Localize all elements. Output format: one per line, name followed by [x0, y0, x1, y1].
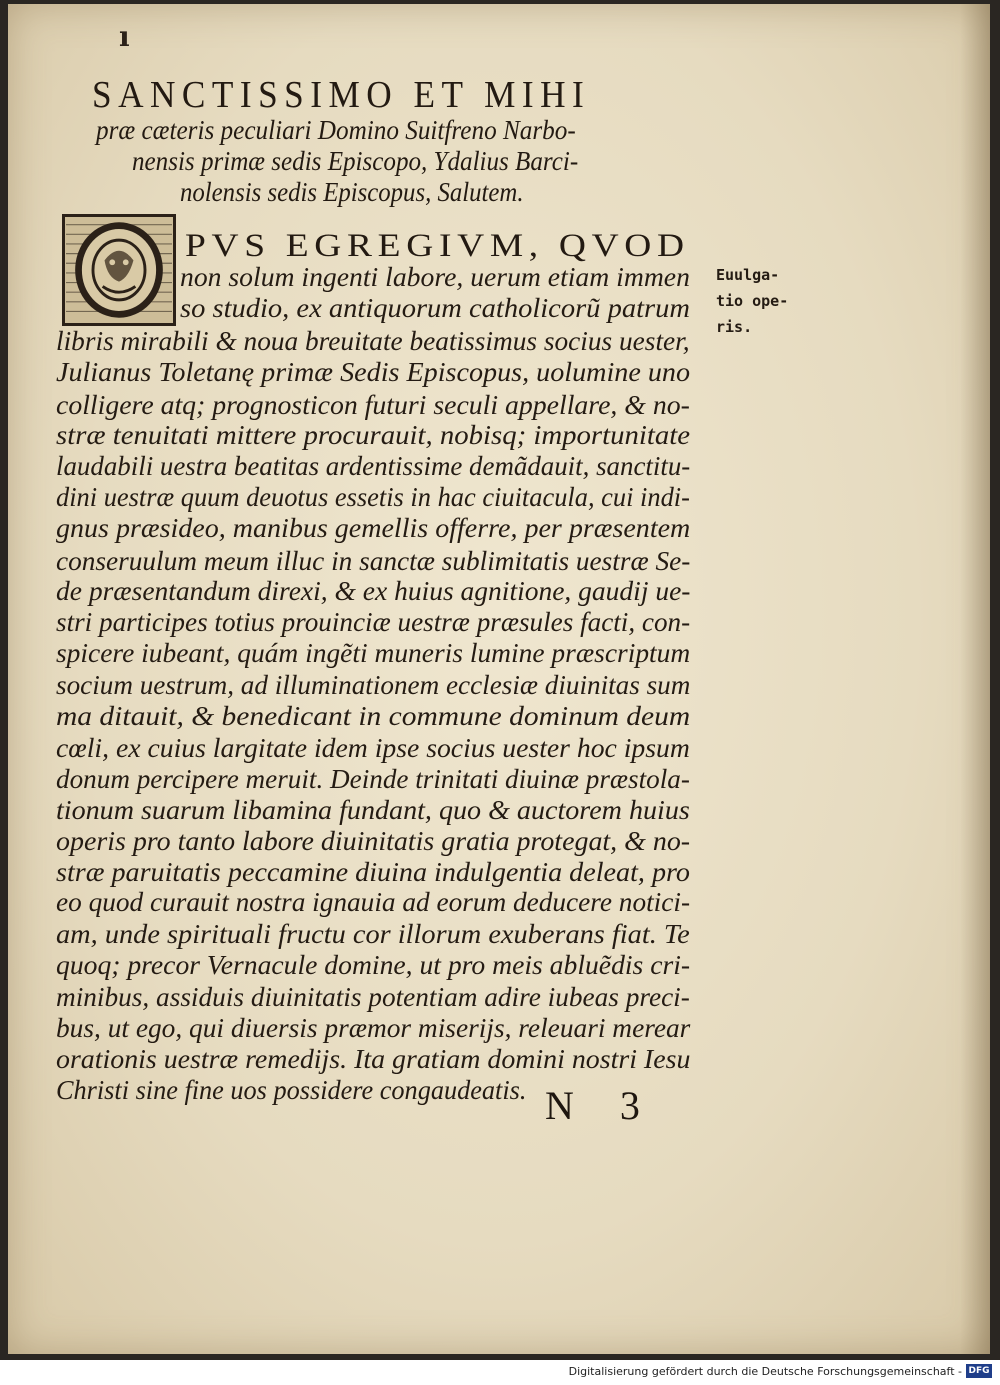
text-line: am, unde spirituali fructu cor illorum exuberans fiat. Te	[56, 918, 690, 949]
signature-mark: N 3	[545, 1083, 658, 1128]
decorated-initial-o	[62, 214, 176, 326]
text-line: minibus, assiduis diuinitatis potentiam adire iubeas preci-	[56, 981, 690, 1012]
margin-note-line: Euulga-	[716, 266, 780, 284]
text-line: socium uestrum, ad illuminationem ecclesiæ diuinitas sum	[56, 669, 691, 700]
funding-credit: Digitalisierung gefördert durch die Deutsche Forschungsgemeinschaft -	[568, 1365, 962, 1378]
text-line: conseruulum meum illuc in sanctæ sublimitatis uestræ Se-	[56, 545, 691, 576]
dfg-logo: DFG	[966, 1364, 992, 1378]
dedication-heading	[92, 75, 692, 208]
heading-line-1: SANCTISSIMO ET MIHI	[92, 74, 591, 116]
text-line: gnus præsideo, manibus gemellis offerre, per præsentem	[56, 512, 691, 543]
text-line: Julianus Toletanę primæ Sedis Episcopus, uolumine uno	[56, 356, 691, 387]
text-line: donum percipere meruit. Deinde trinitati diuinæ præstola-	[56, 763, 690, 794]
heading-line-3: nensis primæ sedis Episcopo, Ydalius Barci-	[132, 146, 579, 176]
text-line: stri participes totius prouinciæ uestræ præsules facti, con-	[56, 606, 691, 637]
text-line: stræ paruitatis peccamine diuina indulgentia deleat, pro	[56, 856, 690, 887]
text-line: colligere atq; prognosticon futuri seculi appellare, & no-	[56, 389, 690, 420]
text-line: de præsentandum direxi, & ex huius agnitione, gaudij ue-	[56, 575, 691, 606]
ink-mark: ı	[119, 20, 130, 53]
text-line: libris mirabili & noua breuitate beatissimus socius uester,	[56, 325, 690, 356]
text-line: ma ditauit, & benedicant in commune dominum deum	[56, 700, 691, 731]
text-line: bus, ut ego, qui diuersis præmor miserijs, releuari merear	[56, 1012, 691, 1043]
text-line: laudabili uestra beatitas ardentissime demãdauit, sanctitu-	[56, 450, 691, 481]
marginal-note	[716, 262, 796, 340]
text-line: quoq; precor Vernacule domine, ut pro meis abluẽdis cri-	[56, 949, 691, 980]
text-line: spicere iubeant, quám ingẽti muneris lumine præscriptum	[56, 637, 691, 668]
text-line: non solum ingenti labore, uerum etiam immen	[180, 261, 690, 292]
margin-note-line: tio ope-	[716, 292, 789, 310]
woodcut-initial-icon	[65, 217, 173, 323]
text-line: Christi sine fine uos possidere congaudeatis.	[56, 1074, 527, 1105]
text-line: cœli, ex cuius largitate idem ipse socius uester hoc ipsum	[56, 732, 690, 763]
text-line: tionum suarum libamina fundant, quo & auctorem huius	[56, 794, 690, 825]
text-line: stræ tenuitati mittere procurauit, nobisq; importunitate	[56, 419, 691, 450]
page-gutter-shadow	[960, 4, 990, 1354]
text-line: eo quod curauit nostra ignauia ad eorum deducere notici-	[56, 886, 691, 917]
heading-line-2: præ cæteris peculiari Domino Suitfreno Narbo-	[96, 115, 576, 145]
footer-bar	[0, 1360, 1000, 1385]
heading-line-4: nolensis sedis Episcopus, Salutem.	[180, 177, 524, 207]
text-line: orationis uestræ remedijs. Ita gratiam domini nostri Iesu	[56, 1043, 691, 1074]
text-line: so studio, ex antiquorum catholicorũ patrum	[180, 292, 690, 323]
opening-words: PVS EGREGIVM, QVOD	[185, 228, 690, 264]
text-line: dini uestræ quum deuotus essetis in hac ciuitacula, cui indi-	[56, 481, 690, 512]
margin-note-line: ris.	[716, 318, 753, 336]
text-line: operis pro tanto labore diuinitatis gratia protegat, & no-	[56, 825, 691, 856]
